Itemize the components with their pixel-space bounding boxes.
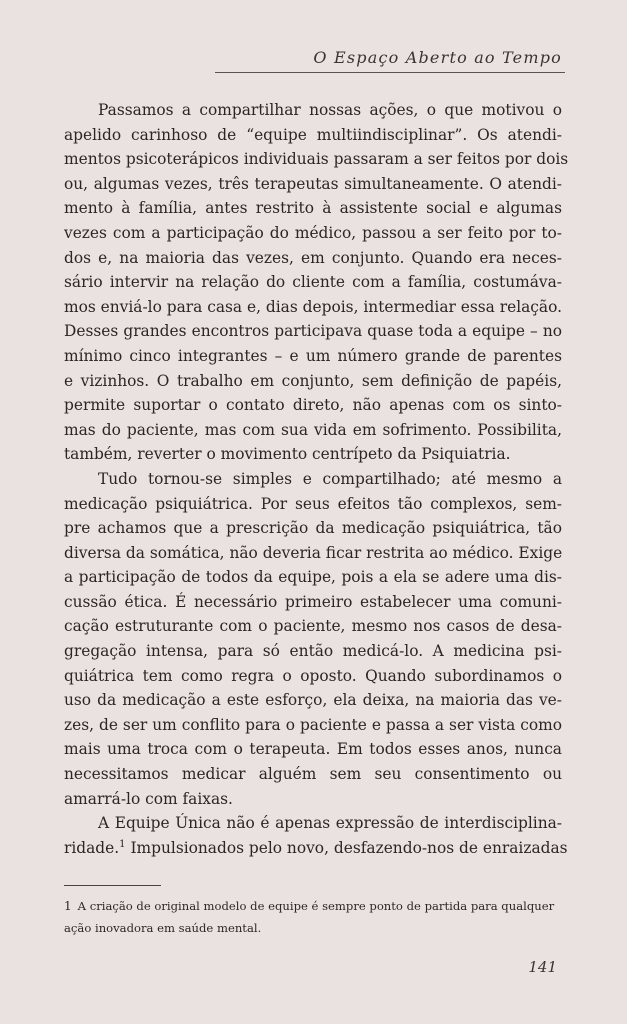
text-line (64, 836, 568, 861)
text-line: sário intervir na relação do cliente com a família, costumáva- (64, 273, 562, 292)
text-line: amarrá-lo com faixas. (64, 789, 233, 808)
text-line: mentos psicoterápicos individuais passaram a ser feitos por dois (64, 150, 569, 169)
text-line: zes, de ser um conflito para o paciente e passa a ser vista como (64, 715, 562, 734)
text-line: medicação psiquiátrica. Por seus efeitos tão complexos, sem- (64, 494, 562, 513)
text-line: cussão ética. É necessário primeiro estabelecer uma comuni- (64, 592, 562, 611)
text-line: mínimo cinco integrantes – e um número grande de parentes (64, 346, 562, 365)
text-line: A Equipe Única não é apenas expressão de interdisciplina- (98, 814, 562, 833)
footnote-number: 1 (64, 899, 72, 913)
text-line: mas do paciente, mas com sua vida em sofrimento. Possibilita, (64, 420, 562, 439)
text-line: apelido carinhoso de “equipe multiindisciplinar”. Os atendi- (64, 125, 562, 144)
text-line: Desses grandes encontros participava quase toda a equipe – no (64, 322, 562, 341)
text-line: dos e, na maioria das vezes, em conjunto. Quando era neces- (64, 248, 562, 267)
text-line: quiátrica tem como regra o oposto. Quando subordinamos o (64, 666, 562, 685)
header-rule (215, 72, 565, 73)
body-text (64, 98, 569, 860)
text-fragment: ridade. (64, 838, 120, 857)
footnote-text: A criação de original modelo de equipe é sempre ponto de partida para qualquer ação inovadora em saúde mental. (64, 899, 555, 935)
text-line: uso da medicação a este esforço, ela deixa, na maioria das ve- (64, 691, 562, 710)
text-line: Tudo tornou-se simples e compartilhado; até mesmo a (98, 469, 562, 488)
text-line: Passamos a compartilhar nossas ações, o que motivou o (98, 101, 562, 119)
text-line: vezes com a participação do médico, passou a ser feito por to- (64, 223, 562, 242)
text-line: mos enviá-lo para casa e, dias depois, intermediar essa relação. (64, 297, 562, 316)
text-line: diversa da somática, não deveria ficar restrita ao médico. Exige (64, 543, 563, 562)
running-head: O Espaço Aberto ao Tempo (313, 48, 562, 67)
text-line: permite suportar o contato direto, não apenas com os sinto- (64, 396, 562, 415)
text-line: pre achamos que a prescrição da medicação psiquiátrica, tão (64, 519, 562, 538)
footnote (64, 895, 562, 939)
text-line: ou, algumas vezes, três terapeutas simultaneamente. O atendi- (64, 174, 562, 193)
text-line: necessitamos medicar alguém sem seu consentimento ou (64, 765, 562, 784)
text-line: cação estruturante com o paciente, mesmo nos casos de desa- (64, 617, 562, 636)
text-line: mento à família, antes restrito à assistente social e algumas (64, 199, 562, 218)
text-line: também, reverter o movimento centrípeto da Psiquiatria. (64, 445, 511, 464)
text-line: gregação intensa, para só então medicá-lo. A medicina psi- (64, 642, 562, 661)
text-line: mais uma troca com o terapeuta. Em todos esses anos, nunca (64, 740, 562, 759)
footnote-marker[interactable]: 1 (119, 838, 126, 850)
text-line: e vizinhos. O trabalho em conjunto, sem definição de papéis, (64, 371, 562, 390)
text-fragment: Impulsionados pelo novo, desfazendo-nos de enraizadas (130, 838, 568, 857)
footnote-rule (64, 885, 161, 886)
text-line: a participação de todos da equipe, pois a ela se adere uma dis- (64, 568, 562, 587)
page-number: 141 (528, 958, 557, 976)
